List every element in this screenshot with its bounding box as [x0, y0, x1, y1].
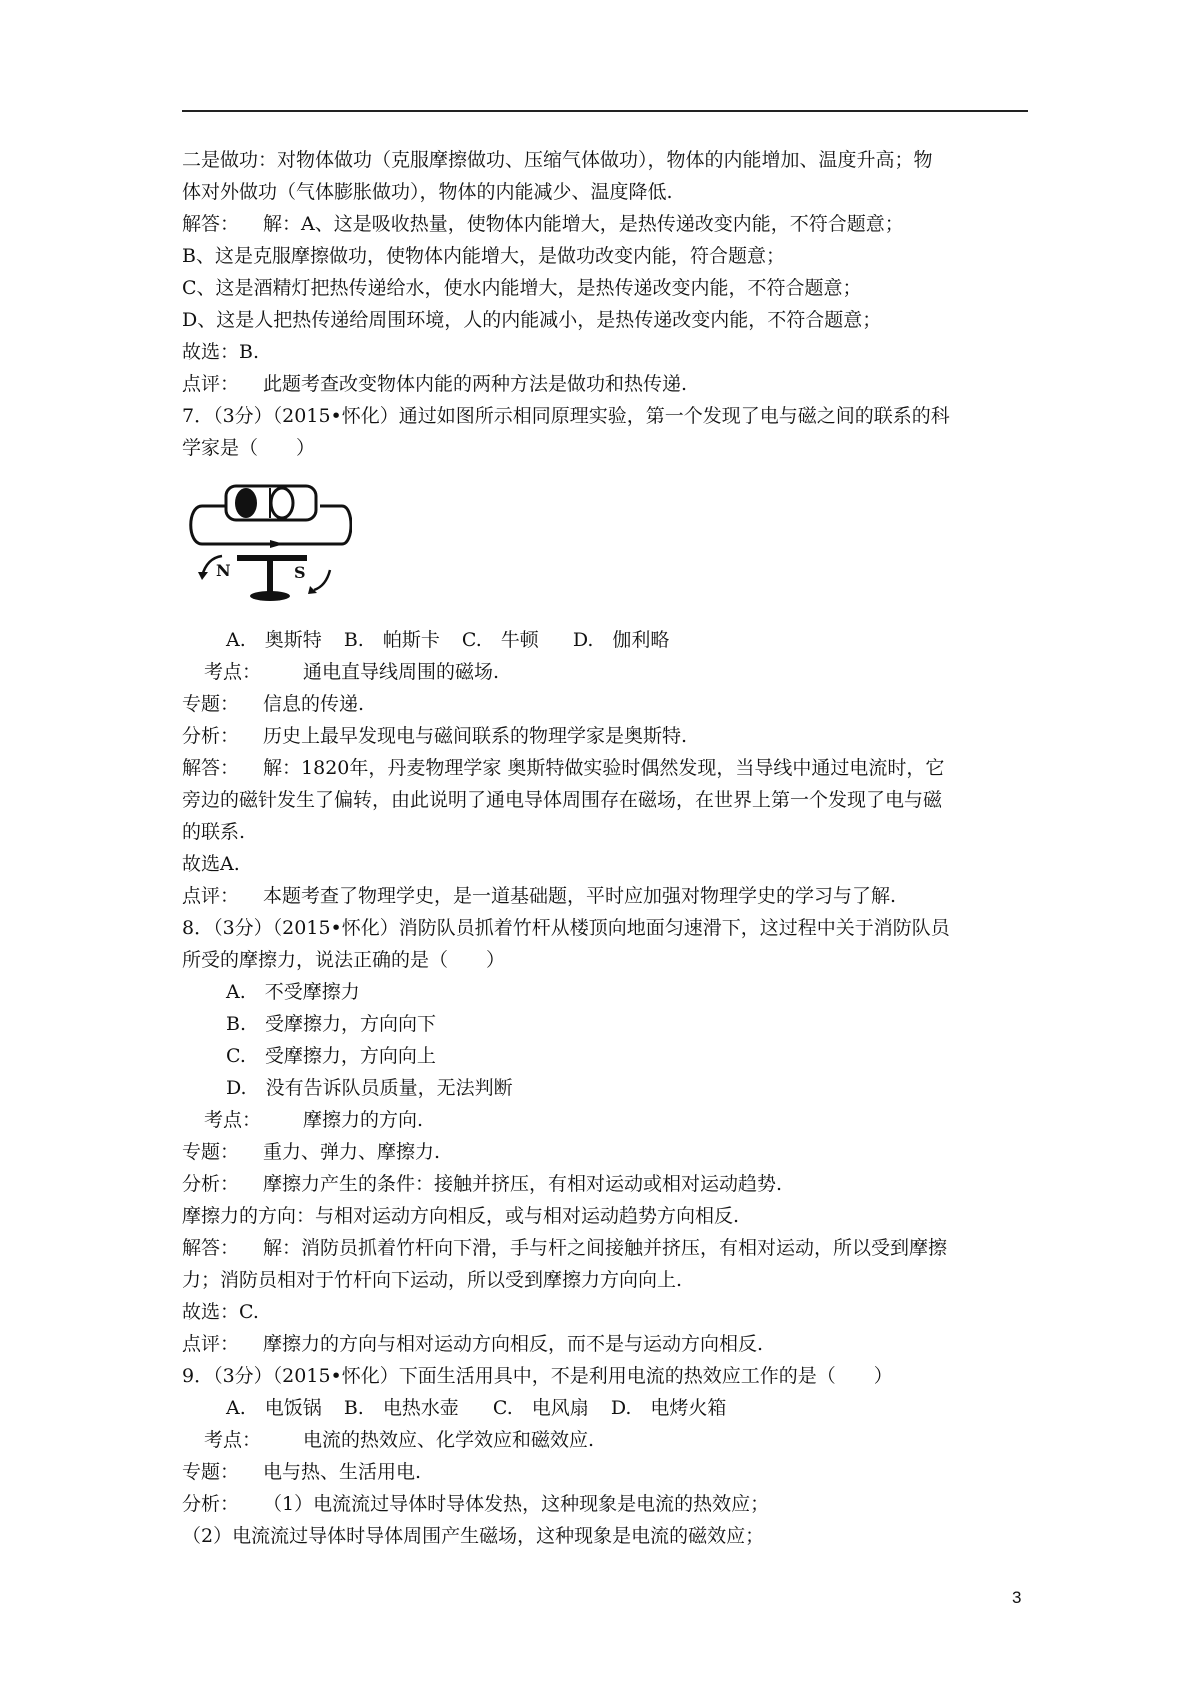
question-7-options	[226, 626, 685, 654]
fenxi-label: 分析：	[182, 1493, 240, 1515]
zhuanti-line	[182, 1458, 421, 1486]
north-pole-label: N	[216, 561, 231, 580]
jieda-label: 解答：	[182, 757, 240, 779]
zhuanti-text: 电与热、生活用电.	[263, 1461, 422, 1483]
answer-text: 解：A、这是吸收热量，使物体内能增大，是热传递改变内能，不符合题意；	[263, 213, 904, 235]
comment-text: 此题考查改变物体内能的两种方法是做功和热传递.	[263, 373, 688, 395]
answer-line	[182, 210, 904, 238]
fenxi-text: （1）电流流过导体时导体发热，这种现象是电流的热效应；	[263, 1493, 770, 1515]
option-d: D. 伽利略	[572, 629, 670, 651]
fenxi-line-cont: 摩擦力的方向：与相对运动方向相反，或与相对运动趋势方向相反.	[182, 1205, 740, 1227]
zhuanti-line	[182, 1138, 440, 1166]
option-b: B. 帕斯卡	[343, 629, 440, 651]
kaodian-label: 考点：	[204, 1109, 262, 1131]
text-line: 体对外做功（气体膨胀做功），物体的内能减少、温度降低.	[182, 181, 673, 203]
jieda-text: 解：消防员抓着竹杆向下滑，手与杆之间接触并挤压，有相对运动，所以受到摩擦	[263, 1237, 948, 1259]
kaodian-label: 考点：	[204, 1429, 262, 1451]
dianping-text: 摩擦力的方向与相对运动方向相反，而不是与运动方向相反.	[263, 1333, 764, 1355]
zhuanti-label: 专题：	[182, 1461, 240, 1483]
text-line: 二是做功：对物体做功（克服摩擦做功、压缩气体做功），物体的内能增加、温度升高；物	[182, 149, 933, 171]
dianping-text: 本题考查了物理学史，是一道基础题，平时应加强对物理学史的学习与了解.	[263, 885, 897, 907]
text-line: D、这是人把热传递给周围环境，人的内能减小，是热传递改变内能，不符合题意；	[182, 309, 882, 331]
oersted-experiment-figure	[182, 476, 352, 606]
jieda-line-cont: 的联系.	[182, 821, 246, 843]
question-8-stem-cont: 所受的摩擦力，说法正确的是（ ）	[182, 949, 506, 971]
fenxi-line	[182, 1170, 782, 1198]
choice-line: 故选A.	[182, 853, 240, 875]
option-d: D. 没有告诉队员质量，无法判断	[226, 1077, 513, 1099]
page-number: 3	[1012, 1588, 1022, 1607]
choice-line: 故选：B.	[182, 341, 260, 363]
fenxi-label: 分析：	[182, 1173, 240, 1195]
dianping-label: 点评：	[182, 1333, 240, 1355]
jieda-label: 解答：	[182, 1237, 240, 1259]
fenxi-label: 分析：	[182, 725, 240, 747]
fenxi-text: 摩擦力产生的条件：接触并挤压，有相对运动或相对运动趋势.	[263, 1173, 783, 1195]
fenxi-text: 历史上最早发现电与磁间联系的物理学家是奥斯特.	[263, 725, 688, 747]
jieda-line-cont: 力；消防员相对于竹杆向下运动，所以受到摩擦力方向向上.	[182, 1269, 683, 1291]
kaodian-line	[204, 658, 499, 686]
question-7-stem: 7．（3分）（2015•怀化）通过如图所示相同原理实验，第一个发现了电与磁之间的联系的科	[182, 405, 950, 427]
dianping-line	[182, 882, 896, 910]
kaodian-text: 摩擦力的方向.	[303, 1109, 424, 1131]
question-8-stem: 8．（3分）（2015•怀化）消防队员抓着竹杆从楼顶向地面匀速滑下，这过程中关于消防队员	[182, 917, 950, 939]
option-c: C. 电风扇	[492, 1397, 589, 1419]
dianping-line	[182, 1330, 763, 1358]
dianping-label: 点评：	[182, 373, 240, 395]
option-a: A. 不受摩擦力	[226, 981, 360, 1003]
text-line: B、这是克服摩擦做功，使物体内能增大，是做功改变内能，符合题意；	[182, 245, 785, 267]
kaodian-line	[204, 1106, 423, 1134]
zhuanti-line	[182, 690, 364, 718]
option-a: A. 奥斯特	[226, 629, 322, 651]
zhuanti-label: 专题：	[182, 1141, 240, 1163]
jieda-line	[182, 1234, 947, 1262]
comment-line	[182, 370, 687, 398]
kaodian-text: 电流的热效应、化学效应和磁效应.	[303, 1429, 595, 1451]
question-9-stem: 9．（3分）（2015•怀化）下面生活用具中，不是利用电流的热效应工作的是（ ）	[182, 1365, 893, 1387]
choice-line: 故选：C.	[182, 1301, 259, 1323]
jieda-line-cont: 旁边的磁针发生了偏转，由此说明了通电导体周围存在磁场，在世界上第一个发现了电与磁	[182, 789, 943, 811]
option-c: C. 牛顿	[461, 629, 539, 651]
question-9-options	[226, 1394, 742, 1422]
option-d: D. 电烤火箱	[610, 1397, 727, 1419]
kaodian-label: 考点：	[204, 661, 262, 683]
kaodian-text: 通电直导线周围的磁场.	[303, 661, 500, 683]
jieda-line	[182, 754, 944, 782]
zhuanti-text: 重力、弹力、摩擦力.	[263, 1141, 441, 1163]
fenxi-line-cont: （2）电流流过导体时导体周围产生磁场，这种现象是电流的磁效应；	[182, 1525, 765, 1547]
zhuanti-text: 信息的传递.	[263, 693, 365, 715]
fenxi-line	[182, 722, 687, 750]
option-c: C. 受摩擦力，方向向上	[226, 1045, 436, 1067]
south-pole-label: S	[294, 563, 306, 582]
question-7-stem-cont: 学家是（ ）	[182, 437, 316, 459]
jieda-text: 解：1820年，丹麦物理学家 奥斯特做实验时偶然发现，当导线中通过电流时，它	[263, 757, 945, 779]
header-rule	[182, 110, 1028, 112]
fenxi-line	[182, 1490, 769, 1518]
text-line: C、这是酒精灯把热传递给水，使水内能增大，是热传递改变内能，不符合题意；	[182, 277, 862, 299]
kaodian-line	[204, 1426, 594, 1454]
option-b: B. 受摩擦力，方向向下	[226, 1013, 437, 1035]
zhuanti-label: 专题：	[182, 693, 240, 715]
dianping-label: 点评：	[182, 885, 240, 907]
jieda-label: 解答：	[182, 213, 240, 235]
option-b: B. 电热水壶	[343, 1397, 459, 1419]
option-a: A. 电饭锅	[226, 1397, 322, 1419]
